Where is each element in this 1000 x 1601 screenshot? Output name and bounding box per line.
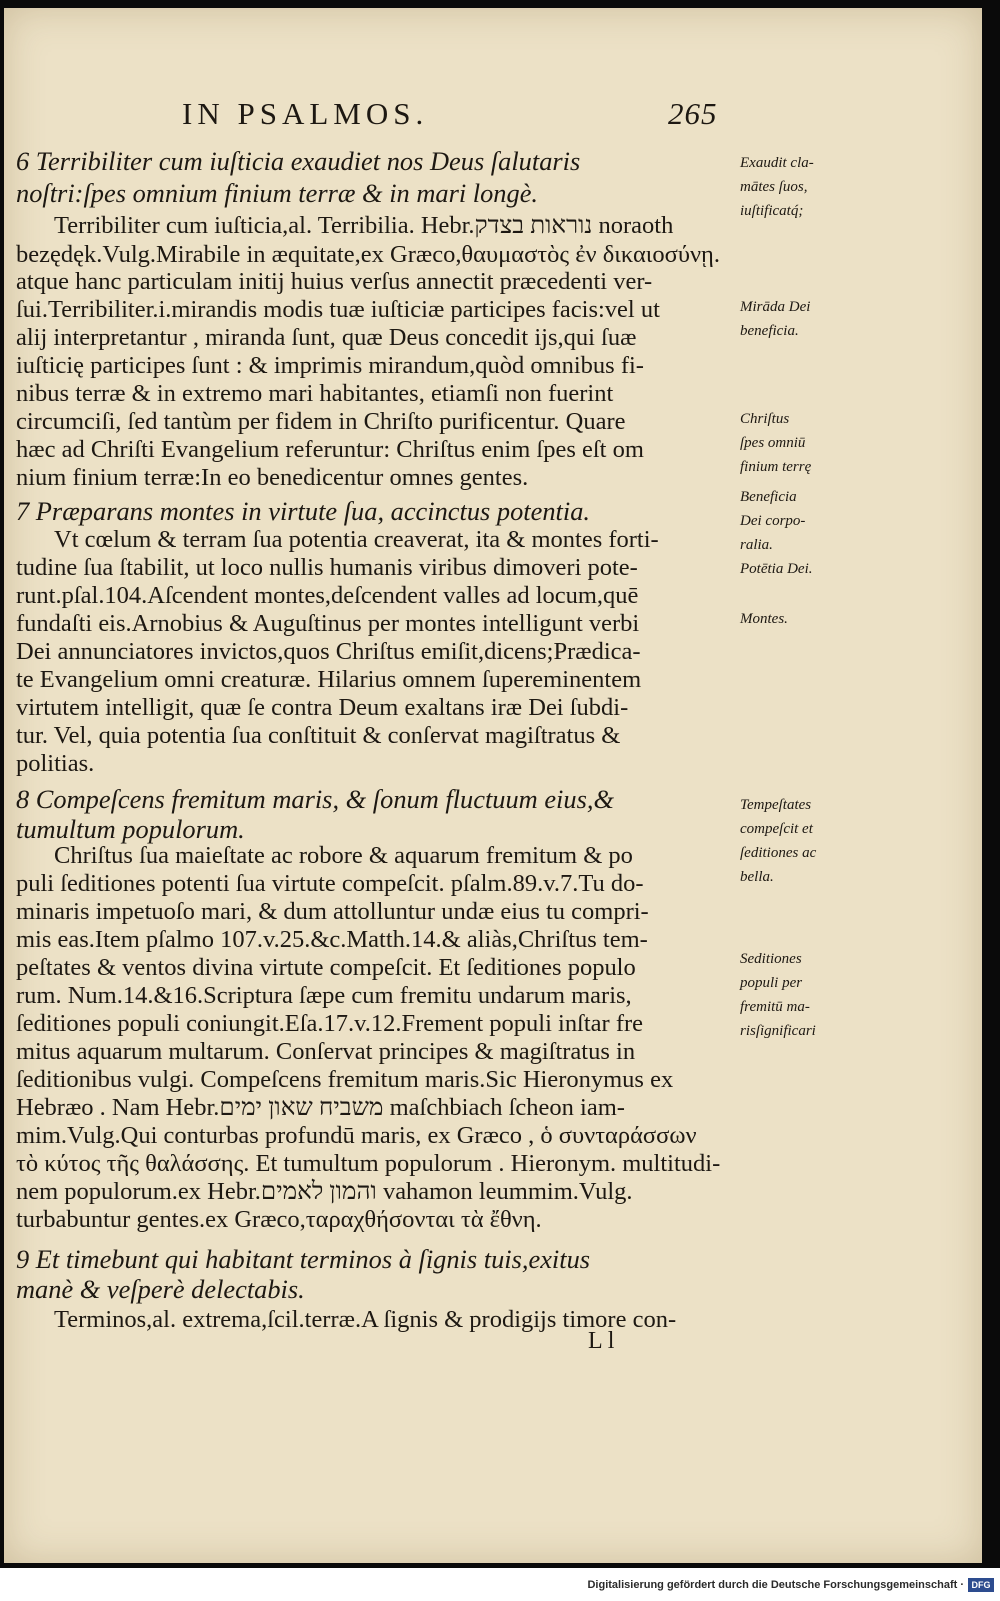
margin-note: risſignificari xyxy=(740,1023,816,1039)
text-line: ſui.Terribiliter.i.mirandis modis tuæ iuſticiæ participes facis:vel ut xyxy=(16,296,660,323)
text-line: τὸ κύτος τῆς θαλάσσης. Et tumultum populorum . Hieronym. multitudi- xyxy=(16,1150,721,1177)
text-line: Hebræo . Nam Hebr.משביח שאון ימים maſchbiach ſcheon iam- xyxy=(16,1094,625,1121)
text-line: Terribiliter cum iuſticia,al. Terribilia. Hebr.נוראות בצדק noraoth xyxy=(54,212,674,239)
page-number: 265 xyxy=(668,96,718,131)
margin-note: finium terrę xyxy=(740,459,812,475)
text-line: iuſticię participes ſunt : & imprimis mirandum,quòd omnibus fi- xyxy=(16,352,644,379)
running-head: IN PSALMOS. xyxy=(182,96,429,131)
margin-note: populi per xyxy=(740,975,803,991)
margin-note: Chriſtus xyxy=(740,411,790,427)
text-line: Vt cœlum & terram ſua potentia creaverat, ita & montes forti- xyxy=(54,526,659,553)
text-line: Chriſtus ſua maieſtate ac robore & aquarum fremitum & po xyxy=(54,842,633,869)
signature-mark: L l xyxy=(588,1328,615,1354)
text-line: ſeditiones populi coniungit.Eſa.17.v.12.Frement populi inſtar fre xyxy=(16,1010,644,1037)
text-line: ſeditionibus vulgi. Compeſcens fremitum maris.Sic Hieronymus ex xyxy=(16,1066,674,1093)
text-line: circumciſi, ſed tantùm per fidem in Chriſto purificentur. Quare xyxy=(16,408,626,435)
margin-note: fremitū ma- xyxy=(740,999,810,1015)
text-line: 7 Præparans montes in virtute ſua, accinctus potentia. xyxy=(16,496,591,526)
text-line: puli ſeditiones potenti ſua virtute compeſcit. pſalm.89.v.7.Tu do- xyxy=(16,870,644,897)
margin-note: Beneficia xyxy=(740,489,797,505)
margin-note: bella. xyxy=(740,869,774,885)
margin-note: compeſcit et xyxy=(740,821,813,837)
margin-note: Mirāda Dei xyxy=(740,299,811,315)
margin-note: ralia. xyxy=(740,537,773,553)
text-line: turbabuntur gentes.ex Græco,ταραχθήσονται τὰ ἔθνη. xyxy=(16,1206,542,1233)
text-line: nem populorum.ex Hebr.והמון לאמים vahamon leummim.Vulg. xyxy=(16,1178,633,1205)
margin-note: ſeditiones ac xyxy=(740,845,817,861)
text-line: nibus terræ & in extremo mari habitantes, etiamſi non fuerint xyxy=(16,380,614,407)
text-line: 6 Terribiliter cum iuſticia exaudiet nos Deus ſalutaris xyxy=(16,146,581,176)
text-line: manè & veſperè delectabis. xyxy=(16,1274,305,1304)
text-line: peſtates & ventos divina virtute compeſcit. Et ſeditiones populo xyxy=(16,954,636,981)
text-line: 9 Et timebunt qui habitant terminos à ſignis tuis,exitus xyxy=(16,1244,591,1274)
margin-note: beneficia. xyxy=(740,323,799,339)
margin-note: mātes ſuos, xyxy=(740,179,808,195)
margin-note: Seditiones xyxy=(740,951,802,967)
text-line: atque hanc particulam initij huius verſus annectit præcedenti ver- xyxy=(16,268,653,295)
text-line: tudine ſua ſtabilit, ut loco nullis humanis viribus dimoveri pote- xyxy=(16,554,638,581)
margin-note: Dei corpo- xyxy=(740,513,806,529)
text-line: fundaſti eis.Arnobius & Auguſtinus per montes intelligunt verbi xyxy=(16,610,640,637)
margin-note: Tempeſtates xyxy=(740,797,812,813)
text-line: mitus aquarum multarum. Conſervat principes & magiſtratus in xyxy=(16,1038,636,1065)
text-line: 8 Compeſcens fremitum maris, & ſonum fluctuum eius,& xyxy=(16,784,614,814)
digitization-footer xyxy=(0,1574,1000,1601)
text-line: mis eas.Item pſalmo 107.v.25.&c.Matth.14.& aliàs,Chriſtus tem- xyxy=(16,926,648,953)
margin-note: Exaudit cla- xyxy=(740,155,814,171)
text-line: runt.pſal.104.Aſcendent montes,deſcendent valles ad locum,quē xyxy=(16,582,639,609)
text-line: alij interpretantur , miranda ſunt, quæ Deus concedit ijs,qui ſuæ xyxy=(16,324,637,351)
text-line: noſtri:ſpes omnium finium terræ & in mari longè. xyxy=(16,178,539,208)
text-line: virtutem intelligit, quæ ſe contra Deum exaltans iræ Dei ſubdi- xyxy=(16,694,629,721)
text-line: minaris impetuoſo mari, & dum attolluntur undæ eius tu compri- xyxy=(16,898,649,925)
text-line: tumultum populorum. xyxy=(16,814,245,844)
text-line: mim.Vulg.Qui conturbas profundū maris, ex Græco , ὁ συνταράσσων xyxy=(16,1122,697,1149)
margin-note: Montes. xyxy=(740,611,788,627)
footer-credit: Digitalisierung gefördert durch die Deutsche Forschungsgemeinschaft · xyxy=(587,1579,964,1591)
text-line: Dei annunciatores invictos,quos Chriſtus emiſit,dicens;Prædica- xyxy=(16,638,641,665)
text-line: tur. Vel, quia potentia ſua conſtituit & conſervat magiſtratus & xyxy=(16,722,621,749)
dfg-logo: DFG xyxy=(968,1578,994,1592)
text-line: Terminos,al. extrema,ſcil.terræ.A ſignis & prodigijs timore con- xyxy=(54,1306,677,1333)
text-line: nium finium terræ:In eo benedicentur omnes gentes. xyxy=(16,464,529,491)
text-line: rum. Num.14.&16.Scriptura ſæpe cum fremitu undarum maris, xyxy=(16,982,632,1009)
text-line: te Evangelium omni creaturæ. Hilarius omnem ſupereminentem xyxy=(16,666,642,693)
text-line: hæc ad Chriſti Evangelium referuntur: Chriſtus enim ſpes eſt om xyxy=(16,436,644,463)
text-line: politias. xyxy=(16,750,95,777)
margin-note: Potētia Dei. xyxy=(740,561,813,577)
book-page xyxy=(4,8,982,1563)
margin-note: iuſtificatq́; xyxy=(740,203,804,219)
text-line: bezędęk.Vulg.Mirabile in æquitate,ex Græco,θαυμαστὸς ἐν δικαιοσύνῃ. xyxy=(16,241,720,268)
margin-note: ſpes omniū xyxy=(740,435,806,451)
